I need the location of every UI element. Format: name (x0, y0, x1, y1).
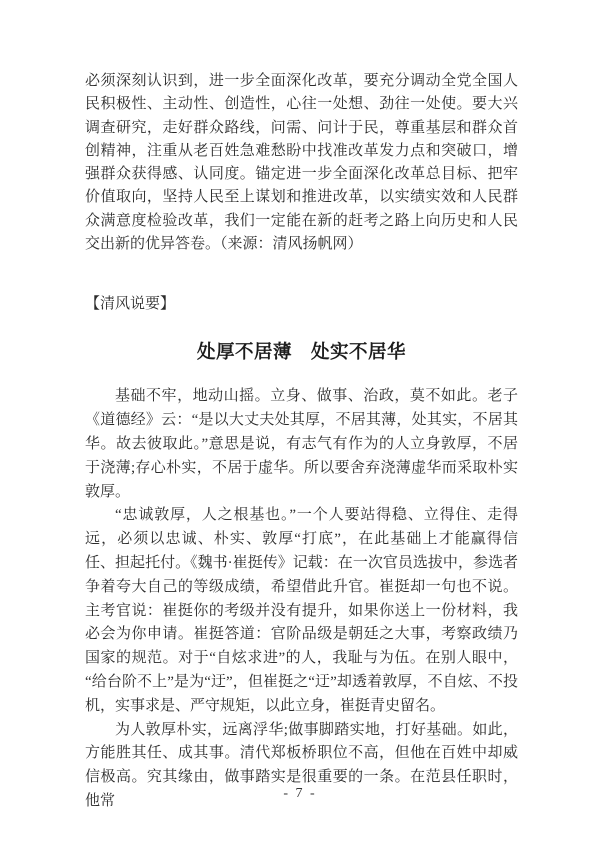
document-content (85, 70, 518, 814)
body-paragraph: 为人敦厚朴实，远离浮华;做事脚踏实地，打好基础。如此，方能胜其任、成其事。清代郑板桥职位不高，但他在百姓中却威信极高。究其缘由，做事踏实是很重要的一条。在范县任职时，他常 (85, 721, 518, 809)
section-label: 【清风说要】 (85, 296, 176, 313)
body-paragraph: “忠诚敦厚，人之根基也。”一个人要站得稳、立得住、走得远，必须以忠诚、朴实、敦厚“打底”，在此基础上才能赢得信任、担起托付。《魏书·崔挺传》记载：在一次官员选拔中，参选者争着夸大自己的等级成绩，希望借此升官。崔挺却一句也不说。主考官说：崔挺你的考级并没有提升，如果你送上一份材料，我必会为你申请。崔挺答道：官阶品级是朝廷之大事，考察政绩乃国家的规范。对于“自炫求进”的人，我耻与为伍。在别人眼中，“给台阶不上”是为“迂”，但崔挺之“迂”却透着敦厚，不自炫、不投机，实事求是、严守规矩，以此立身，崔挺青史留名。 (85, 507, 518, 714)
body-paragraph: 基础不牢，地动山摇。立身、做事、治政，莫不如此。老子《道德经》云：“是以大丈夫处其厚，不居其薄，处其实，不居其华。故去彼取此。”意思是说，有志气有作为的人立身敦厚，不居于浇薄;存心朴实，不居于虚华。所以要舍弃浇薄虚华而采取朴实敦厚。 (85, 388, 518, 500)
article-title: 处厚不居薄 处实不居华 (196, 343, 406, 364)
page-number: - 7 - (283, 786, 317, 801)
continuation-paragraph: 必须深刻认识到，进一步全面深化改革，要充分调动全党全国人民积极性、主动性、创造性，心往一处想、劲往一处使。要大兴调查研究，走好群众路线，问需、问计于民，尊重基层和群众首创精神，注重从老百姓急难愁盼中找准改革发力点和突破口，增强群众获得感、认同度。锚定进一步全面深化改革总目标、把牢价值取向，坚持人民至上谋划和推进改革，以实绩实效和人民群众满意度检验改革，我们一定能在新的赶考之路上向历史和人民交出新的优异答卷。（来源：清风扬帆网） (85, 73, 518, 253)
